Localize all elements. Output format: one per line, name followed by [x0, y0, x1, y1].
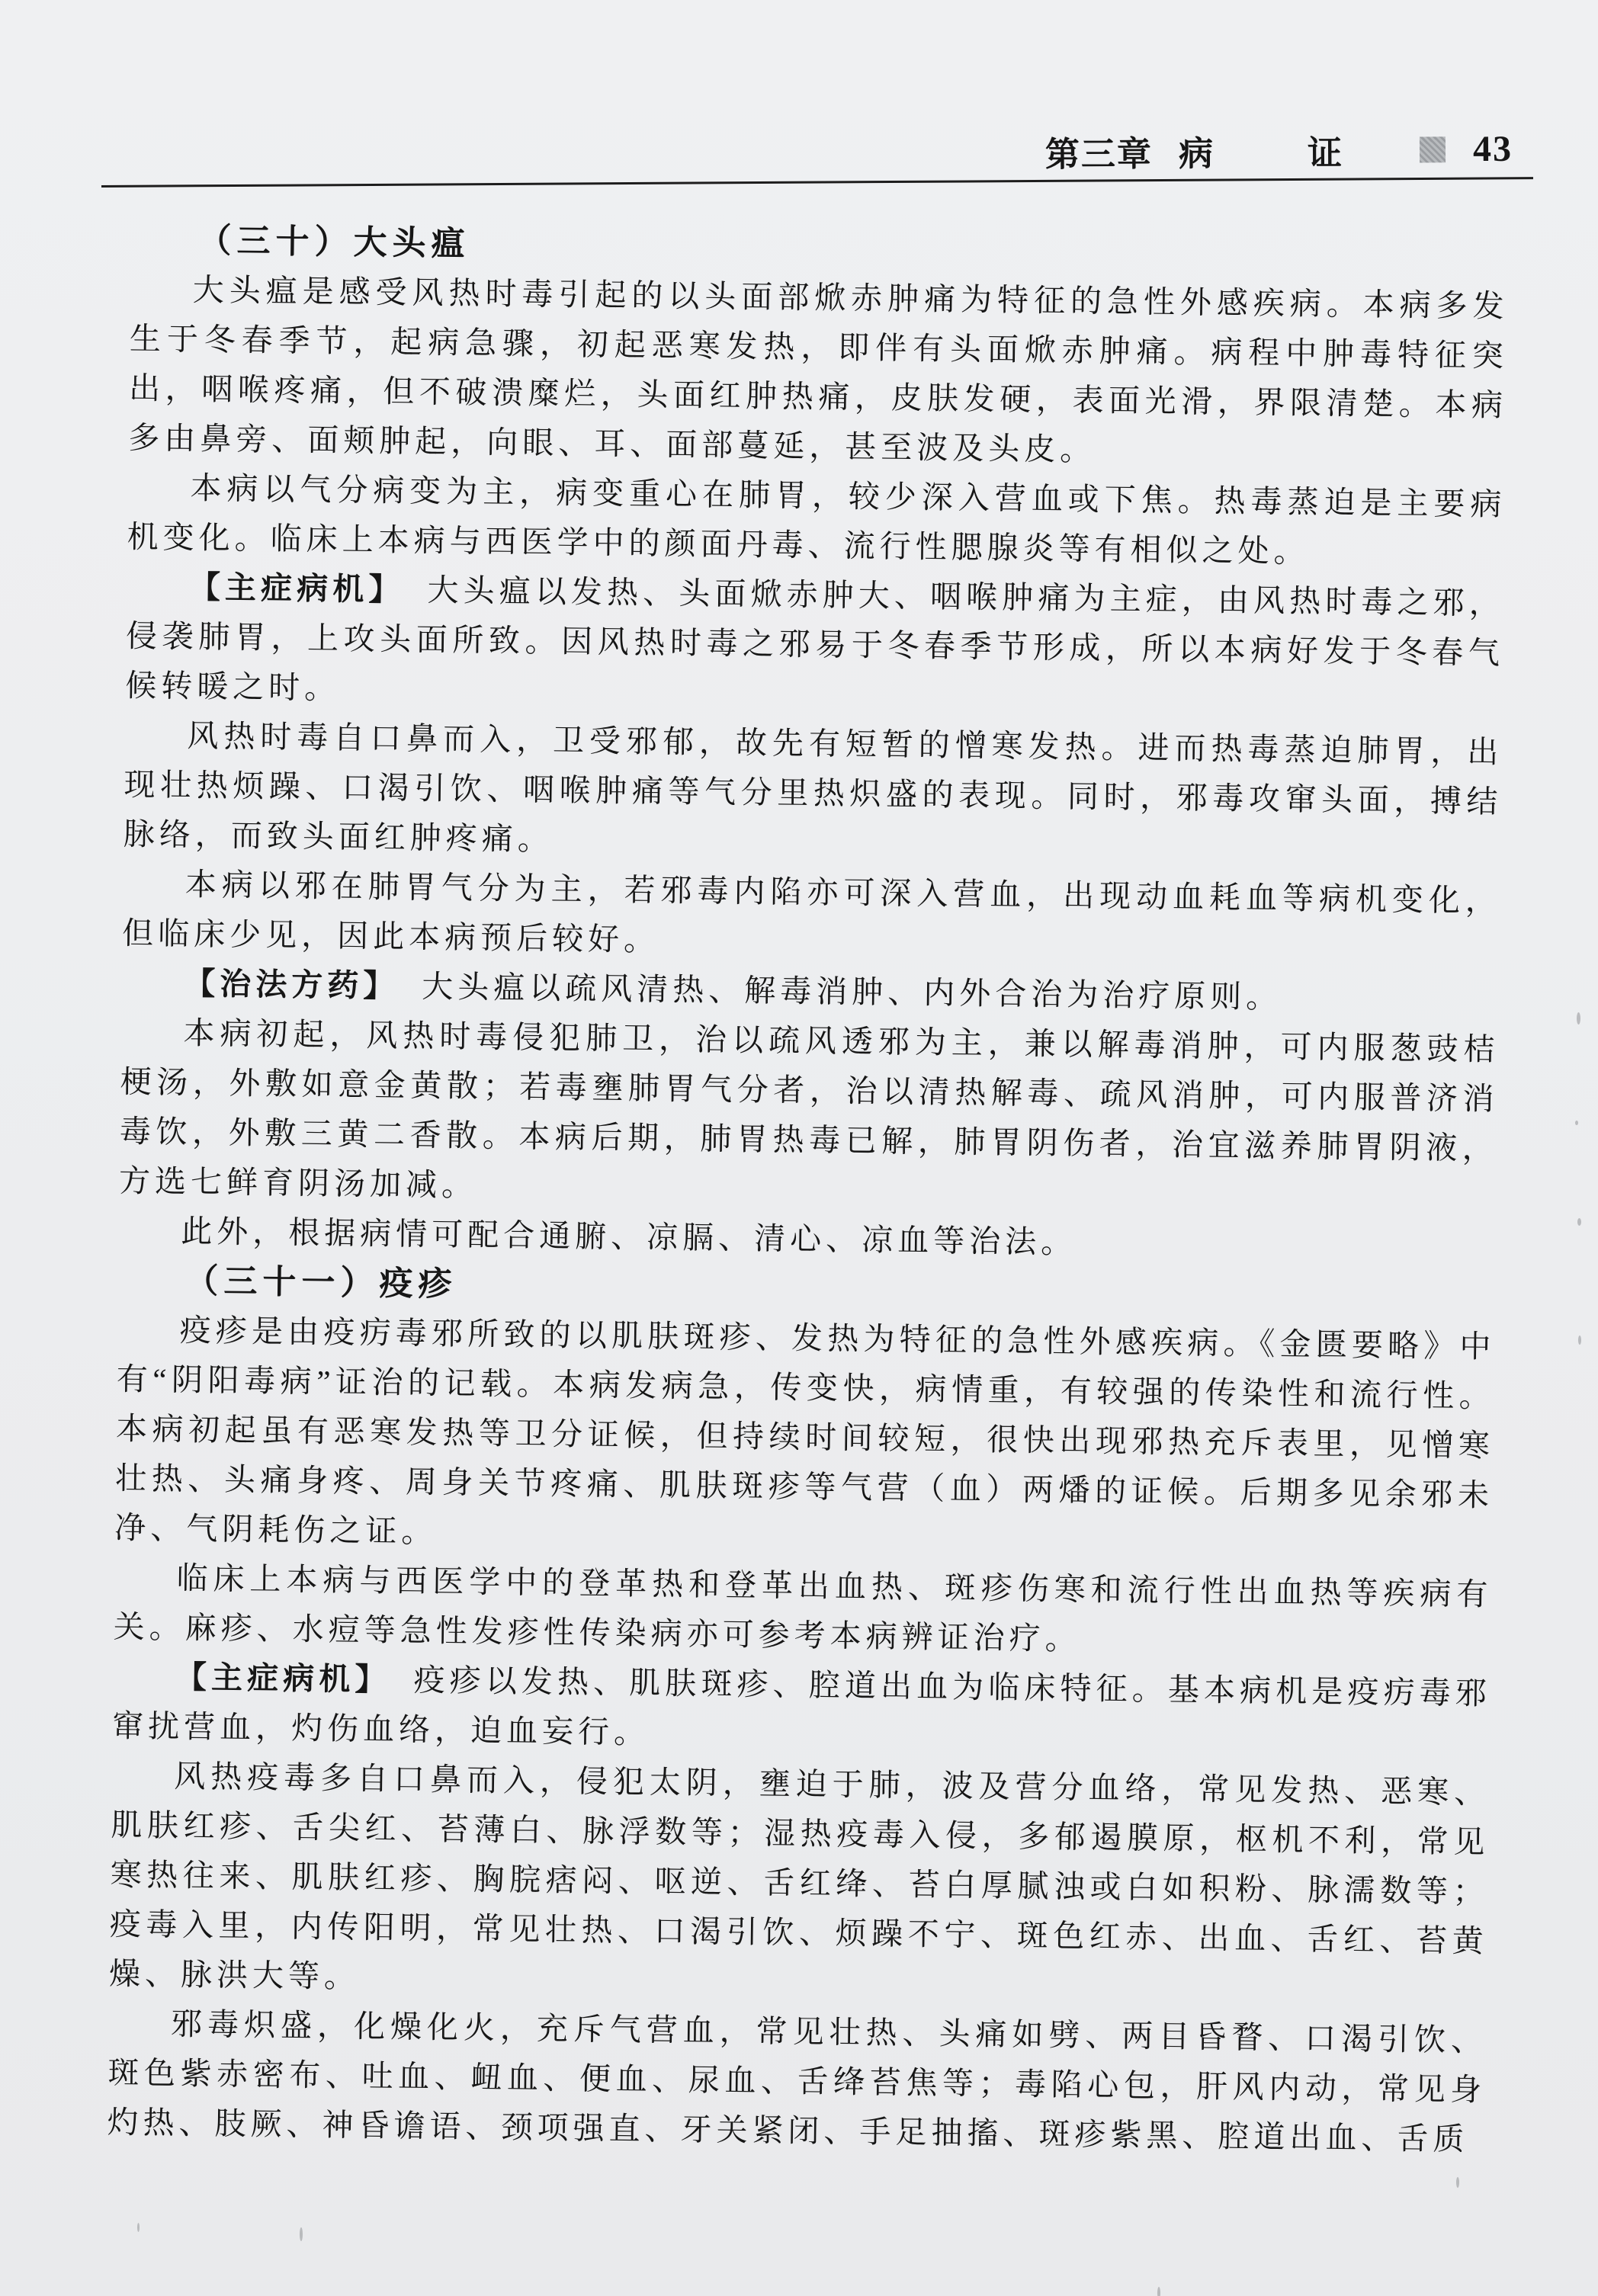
- halftone-square-icon: [1420, 136, 1446, 162]
- chapter-label: 第三章: [1044, 135, 1154, 175]
- paragraph: [127, 463, 1506, 579]
- paragraph: [107, 1999, 1487, 2165]
- section-heading-text: （三十一）疫疹: [185, 1262, 457, 1304]
- paragraph-text: 临床上本病与西医学中的登革热和登革出血热、斑疹伤寒和流行性出血热等疾病有关。麻疹、水痘等急性发疹性传染病亦可参考本病辨证治疗。: [113, 1560, 1493, 1656]
- paragraph-text: 疫疹是由疫疠毒邪所致的以肌肤斑疹、发热为特征的急性外感疾病。《金匮要略》中有“阴阳毒病”证治的记载。本病发病急，传变快，病情重，有较强的传染性和流行性。本病初起虽有恶寒发热等卫分证候，但持续时间较短，很快出现邪热充斥表里，见憎寒壮热、头痛身疼、周身关节疼痛、肌肤斑疹等气营（血）两燔的证候。后期多见余邪未净、气阴耗伤之证。: [114, 1312, 1496, 1550]
- chapter-title-char-1: 病: [1178, 134, 1215, 174]
- scan-speck: [300, 2227, 303, 2241]
- paragraph-text: 风热时毒自口鼻而入，卫受邪郁，故先有短暂的憎寒发热。进而热毒蒸迫肺胃，出现壮热烦躁、口渴引饮、咽喉肿痛等气分里热炽盛的表现。同时，邪毒攻窜头面，搏结脉络，而致头面红肿疼痛。: [123, 717, 1503, 858]
- paragraph-text: 大头瘟以发热、头面焮赤肿大、咽喉肿痛为主症，由风热时毒之邪，侵袭肺胃，上攻头面所致。因风热时毒之邪易于冬春季节形成，所以本病好发于冬春气候转暖之时。: [124, 572, 1506, 706]
- paragraph: [113, 1553, 1492, 1669]
- paragraph: [128, 265, 1509, 480]
- paragraph: [122, 859, 1501, 976]
- paragraph-text: 大头瘟以疏风清热、解毒消肿、内外合治为治疗原则。: [422, 968, 1282, 1015]
- paragraph-text: 本病以气分病变为主，病变重心在肺胃，较少深入营血或下焦。热毒蒸迫是主要病机变化。临床上本病与西医学中的颜面丹毒、流行性腮腺炎等有相似之处。: [127, 470, 1507, 569]
- scan-speck: [1577, 1218, 1581, 1226]
- page-content: [107, 215, 1510, 2165]
- paragraph-label: 【主症病机】: [188, 569, 405, 608]
- scan-speck: [1575, 1121, 1578, 1125]
- paragraph: [123, 710, 1503, 877]
- paragraph: [119, 1008, 1500, 1223]
- paragraph-text: 邪毒炽盛，化燥化火，充斥气营血，常见壮热、头痛如劈、两目昏瞀、口渴引饮、斑色紫赤密布、吐血、衄血、便血、尿血、舌绛苔焦等；毒陷心包，肝风内动，常见身灼热、肢厥、神昏谵语、颈项强直、牙关紧闭、手足抽搐、斑疹紫黑、腔道出血、舌质: [107, 2006, 1487, 2157]
- paragraph: [109, 1751, 1491, 2016]
- paragraph-text: 本病初起，风热时毒侵犯肺卫，治以疏风透邪为主，兼以解毒消肿，可内服葱豉桔梗汤，外敷如意金黄散；若毒壅肺胃气分者，治以清热解毒、疏风消肿，可内服普济消毒饮，外敷三黄二香散。本病后期，肺胃热毒已解，肺胃阴伤者，治宜滋养肺胃阴液，方选七鲜育阴汤加减。: [118, 1015, 1500, 1203]
- paragraph-text: 风热疫毒多自口鼻而入，侵犯太阴，壅迫于肺，波及营分血络，常见发热、恶寒、肌肤红疹、舌尖红、苔薄白、脉浮数等；湿热疫毒入侵，多郁遏膜原，枢机不利，常见寒热往来、肌肤红疹、胸脘痞闷、呕逆、舌红绛、苔白厚腻浊或白如积粉、脉濡数等；疫毒入里，内传阳明，常见壮热、口渴引饮、烦躁不宁、斑色红赤、出血、舌红、苔黄燥、脉洪大等。: [108, 1758, 1491, 1994]
- scan-speck: [1456, 2177, 1459, 2188]
- section-heading-text: （三十）大头瘟: [197, 222, 470, 263]
- scan-speck: [1577, 1012, 1580, 1025]
- paragraph: [114, 1305, 1496, 1570]
- paragraph-text: 本病以邪在肺胃气分为主，若邪毒内陷亦可深入营血，出现动血耗血等病机变化，但临床少见，因此本病预后较好。: [121, 866, 1502, 957]
- paragraph: [125, 562, 1505, 728]
- paragraph-text: 此外，根据病情可配合通腑、凉膈、清心、凉血等治法。: [180, 1213, 1077, 1260]
- paragraph-text: 大头瘟是感受风热时毒引起的以头面部焮赤肿痛为特征的急性外感疾病。本病多发生于冬春季节，起病急骤，初起恶寒发热，即伴有头面焮赤肿痛。病程中肿毒特征突出，咽喉疼痛，但不破溃糜烂，头面红肿热痛，皮肤发硬，表面光滑，界限清楚。本病多由鼻旁、面颊肿起，向眼、耳、面部蔓延，甚至波及头皮。: [128, 272, 1509, 467]
- scan-speck: [137, 2223, 140, 2232]
- running-head: [0, 124, 1513, 181]
- paragraph-label: 【主症病机】: [175, 1659, 391, 1698]
- chapter-title-char-2: 证: [1307, 133, 1344, 173]
- paragraph-label: 【治法方药】: [184, 965, 400, 1004]
- paragraph: [112, 1652, 1491, 1768]
- paragraph-text: 疫疹以发热、肌肤斑疹、腔道出血为临床特征。基本病机是疫疠毒邪窜扰营血，灼伤血络，迫血妄行。: [111, 1662, 1492, 1750]
- page-number: 43: [1472, 128, 1513, 170]
- scan-speck: [1578, 1336, 1581, 1345]
- scan-speck: [1157, 2287, 1160, 2296]
